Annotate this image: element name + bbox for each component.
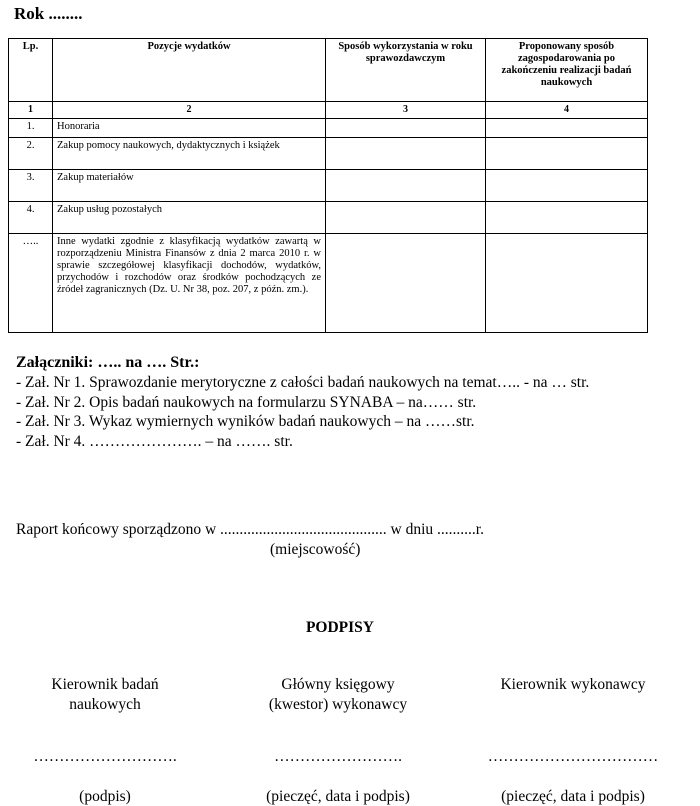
signature-line: ………………………. (10, 747, 200, 767)
expenses-table (8, 38, 648, 333)
table-row (9, 233, 648, 332)
attachments-title: Załączniki: ….. na …. Str.: (16, 354, 199, 372)
signature-block-research-head (10, 675, 200, 806)
row-usage-cell[interactable] (326, 118, 486, 137)
signature-role: Kierownik wykonawcy (478, 675, 668, 695)
header-usage: Sposób wykorzystania w roku sprawozdawczym (326, 39, 486, 102)
column-number: 2 (53, 102, 326, 119)
header-proposal: Proponowany sposób zagospodarowania po zakończeniu realizacji badań naukowych (486, 39, 648, 102)
header-expense-item: Pozycje wydatków (53, 39, 326, 102)
row-proposal-cell[interactable] (486, 169, 648, 201)
row-proposal-cell[interactable] (486, 137, 648, 169)
signature-role: Kierownik badań (10, 675, 200, 695)
row-proposal-cell[interactable] (486, 118, 648, 137)
attachment-item: - Zał. Nr 1. Sprawozdanie merytoryczne z całości badań naukowych na temat….. - na … str. (16, 373, 589, 393)
signature-line: …………………………… (478, 747, 668, 767)
row-item: Honoraria (53, 118, 326, 137)
table-row (9, 201, 648, 233)
signature-block-contractor-head (478, 675, 668, 806)
row-lp: ….. (9, 233, 53, 332)
header-lp: Lp. (9, 39, 53, 102)
row-usage-cell[interactable] (326, 233, 486, 332)
report-place-hint: (miejscowość) (270, 541, 360, 559)
signature-role: (kwestor) wykonawcy (243, 695, 433, 715)
row-item: Zakup pomocy naukowych, dydaktycznych i książek (53, 137, 326, 169)
row-lp: 1. (9, 118, 53, 137)
column-number-row (9, 102, 648, 119)
row-proposal-cell[interactable] (486, 233, 648, 332)
signature-caption: (pieczęć, data i podpis) (243, 787, 433, 806)
year-label: Rok ........ (14, 4, 82, 24)
column-number: 3 (326, 102, 486, 119)
signatures-title: PODPISY (0, 619, 680, 637)
table-row (9, 169, 648, 201)
row-lp: 3. (9, 169, 53, 201)
row-item: Inne wydatki zgodnie z klasyfikacją wydatków zawartą w rozporządzeniu Ministra Finansów z dnia 2 marca 2010 r. w sprawie szczegółowej klasyfikacji dochodów, wydatków, przychodów i rozchodów oraz środków pochodzących ze źródeł zagranicznych (Dz. U. Nr 38, poz. 207, z późn. zm.). (53, 233, 326, 332)
row-item: Zakup materiałów (53, 169, 326, 201)
signature-role (478, 695, 668, 715)
report-line: Raport końcowy sporządzono w ........................................... w dniu ..........r. (16, 521, 484, 539)
row-lp: 2. (9, 137, 53, 169)
column-number: 4 (486, 102, 648, 119)
table-row (9, 118, 648, 137)
signature-role: naukowych (10, 695, 200, 715)
signature-block-chief-accountant (243, 675, 433, 806)
table-header-row (9, 39, 648, 102)
signature-caption: (podpis) (10, 787, 200, 806)
table-row (9, 137, 648, 169)
row-usage-cell[interactable] (326, 169, 486, 201)
row-lp: 4. (9, 201, 53, 233)
row-proposal-cell[interactable] (486, 201, 648, 233)
attachment-item: - Zał. Nr 2. Opis badań naukowych na formularzu SYNABA – na…… str. (16, 393, 589, 413)
row-item: Zakup usług pozostałych (53, 201, 326, 233)
row-usage-cell[interactable] (326, 137, 486, 169)
attachment-item: - Zał. Nr 3. Wykaz wymiernych wyników badań naukowych – na ……str. (16, 412, 589, 432)
signature-line: ……………………. (243, 747, 433, 767)
attachments-list (16, 373, 589, 451)
signature-role: Główny księgowy (243, 675, 433, 695)
row-usage-cell[interactable] (326, 201, 486, 233)
column-number: 1 (9, 102, 53, 119)
attachment-item: - Zał. Nr 4. …………………. – na ……. str. (16, 432, 589, 452)
signature-caption: (pieczęć, data i podpis) (478, 787, 668, 806)
